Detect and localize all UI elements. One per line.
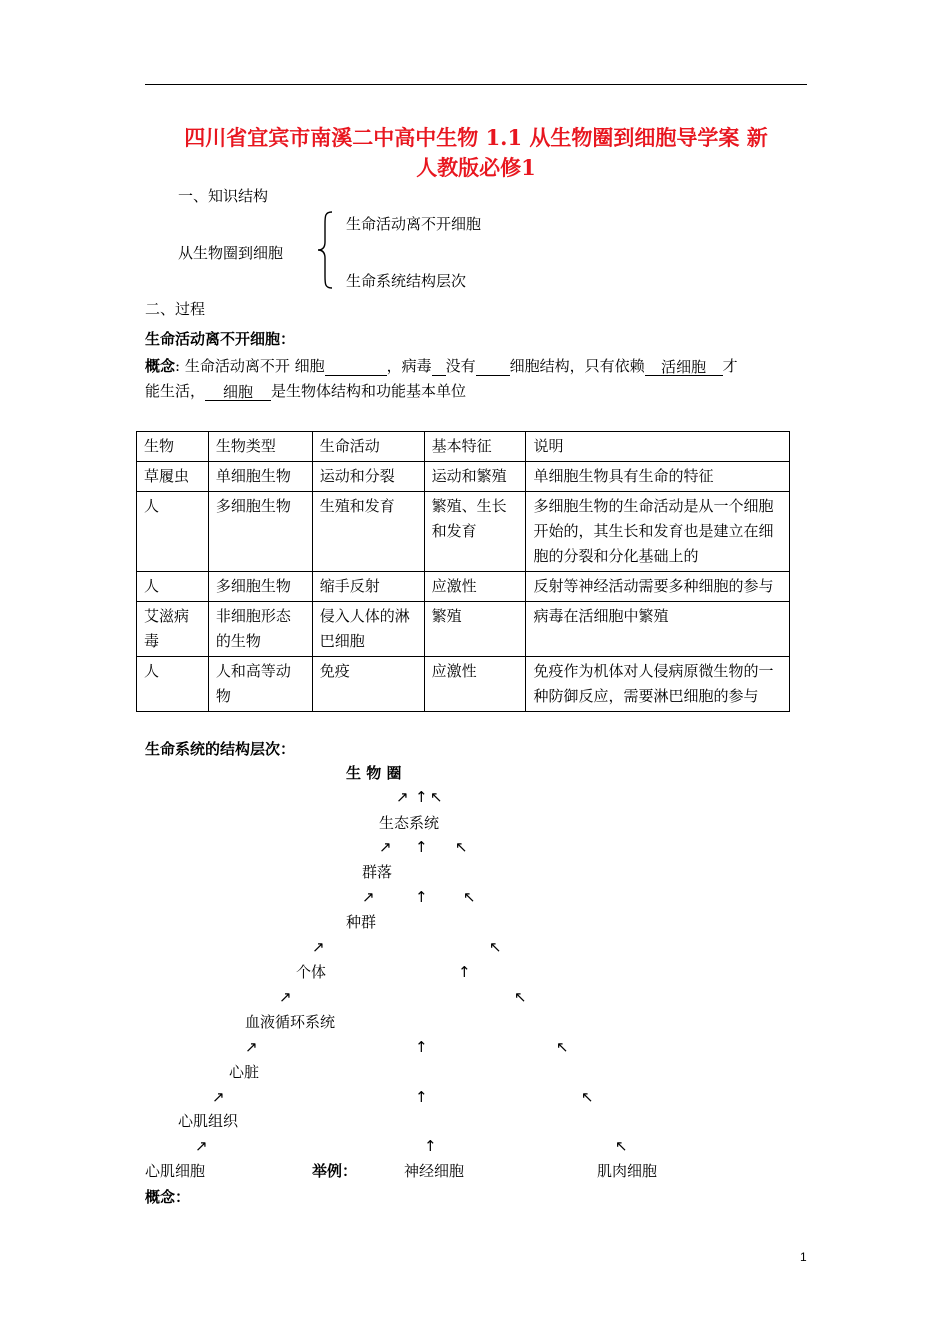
table-row bbox=[137, 492, 790, 572]
arrow-up-left-icon: ↖ bbox=[556, 1038, 569, 1056]
structure-branch-2: 生命系统结构层次 bbox=[346, 272, 467, 290]
arrow-up-right-icon: ↗ bbox=[245, 1038, 258, 1056]
arrow-up-icon: ↑ bbox=[458, 963, 471, 981]
level-community: 群落 bbox=[362, 863, 393, 881]
table-cell: 应激性 bbox=[424, 657, 526, 712]
table-header: 基本特征 bbox=[424, 432, 526, 462]
concept-line-2 bbox=[145, 381, 466, 401]
page-title-line-1: 四川省宜宾市南溪二中高中生物 1.1 从生物圈到细胞导学案 新 bbox=[184, 125, 768, 150]
life-activity-table bbox=[136, 431, 790, 712]
arrow-up-right-icon: ↗ bbox=[312, 938, 325, 956]
page-title-line-2: 人教版必修1 bbox=[416, 155, 536, 180]
arrow-up-left-icon: ↖ bbox=[615, 1137, 628, 1155]
blank-living-cell: 活细胞 bbox=[645, 357, 723, 376]
subheading-life-activity: 生命活动离不开细胞： bbox=[145, 330, 296, 348]
table-cell: 应激性 bbox=[424, 572, 526, 602]
arrow-up-right-icon: ↗ bbox=[279, 988, 292, 1006]
table-cell: 人 bbox=[137, 492, 209, 572]
arrow-up-left-icon: ↖ bbox=[489, 938, 502, 956]
header-rule bbox=[145, 84, 807, 85]
concept-text-1: : 生命活动离不开 细胞 bbox=[175, 357, 325, 375]
arrow-up-left-icon: ↖ bbox=[455, 838, 468, 856]
table-cell: 病毒在活细胞中繁殖 bbox=[526, 602, 790, 657]
table-cell: 生殖和发育 bbox=[312, 492, 424, 572]
concept-text-2: ，病毒 bbox=[386, 357, 432, 375]
example-nerve-cell: 神经细胞 bbox=[404, 1162, 465, 1180]
arrow-up-icon: ↑ bbox=[415, 1088, 428, 1106]
page-number: 1 bbox=[800, 1250, 807, 1264]
table-header-row bbox=[137, 432, 790, 462]
arrow-up-left-icon: ↖ bbox=[463, 888, 476, 906]
blank-3 bbox=[476, 357, 510, 376]
table-cell: 单细胞生物具有生命的特征 bbox=[526, 462, 790, 492]
blank-1 bbox=[325, 357, 387, 376]
arrow-up-icon: ↑ bbox=[415, 788, 428, 806]
table-cell: 草履虫 bbox=[137, 462, 209, 492]
footer-concept-label: 概念： bbox=[145, 1188, 191, 1206]
level-individual: 个体 bbox=[296, 963, 327, 981]
table-cell: 艾滋病毒 bbox=[137, 602, 209, 657]
concept-text-4: 细胞结构，只有依赖 bbox=[509, 357, 645, 375]
level-tissue: 心肌组织 bbox=[178, 1112, 239, 1130]
concept-text-5: 才 bbox=[722, 357, 738, 375]
table-cell: 多细胞生物 bbox=[208, 572, 312, 602]
arrow-up-left-icon: ↖ bbox=[514, 988, 527, 1006]
arrow-up-right-icon: ↗ bbox=[212, 1088, 225, 1106]
table-cell: 缩手反射 bbox=[312, 572, 424, 602]
table-cell: 单细胞生物 bbox=[208, 462, 312, 492]
concept-text-7: 是生物体结构和功能基本单位 bbox=[271, 382, 467, 400]
table-row bbox=[137, 462, 790, 492]
arrow-up-left-icon: ↖ bbox=[581, 1088, 594, 1106]
concept-label: 概念 bbox=[145, 357, 176, 375]
structure-root: 从生物圈到细胞 bbox=[178, 244, 284, 262]
level-cell: 心肌细胞 bbox=[145, 1162, 206, 1180]
level-system: 血液循环系统 bbox=[245, 1013, 336, 1031]
arrow-up-icon: ↑ bbox=[415, 838, 428, 856]
table-cell: 繁殖 bbox=[424, 602, 526, 657]
table-cell: 运动和分裂 bbox=[312, 462, 424, 492]
table-cell: 多细胞生物 bbox=[208, 492, 312, 572]
level-population: 种群 bbox=[346, 913, 377, 931]
table-row bbox=[137, 572, 790, 602]
table-cell: 人和高等动物 bbox=[208, 657, 312, 712]
table-cell: 多细胞生物的生命活动是从一个细胞开始的，其生长和发育也是建立在细胞的分裂和分化基础上的 bbox=[526, 492, 790, 572]
blank-cell: 细胞 bbox=[205, 382, 271, 401]
arrow-up-icon: ↑ bbox=[415, 888, 428, 906]
example-label: 举例： bbox=[312, 1162, 358, 1180]
arrow-up-icon: ↑ bbox=[424, 1137, 437, 1155]
table-cell: 人 bbox=[137, 657, 209, 712]
level-biosphere: 生 物 圈 bbox=[346, 764, 402, 782]
blank-2 bbox=[432, 357, 446, 376]
table-row bbox=[137, 657, 790, 712]
table-cell: 非细胞形态的生物 bbox=[208, 602, 312, 657]
curly-brace-icon bbox=[316, 210, 338, 290]
arrow-up-right-icon: ↗ bbox=[379, 838, 392, 856]
concept-text-6: 能生活， bbox=[145, 382, 206, 400]
hierarchy-heading: 生命系统的结构层次： bbox=[145, 740, 296, 758]
table-cell: 繁殖、生长和发育 bbox=[424, 492, 526, 572]
arrow-up-icon: ↑ bbox=[415, 1038, 428, 1056]
arrow-up-right-icon: ↗ bbox=[195, 1137, 208, 1155]
section-1-heading: 一、知识结构 bbox=[178, 187, 269, 205]
example-muscle-cell: 肌肉细胞 bbox=[597, 1162, 658, 1180]
table-header: 生命活动 bbox=[312, 432, 424, 462]
table-header: 说明 bbox=[526, 432, 790, 462]
table-cell: 侵入人体的淋巴细胞 bbox=[312, 602, 424, 657]
table-header: 生物 bbox=[137, 432, 209, 462]
table-cell: 反射等神经活动需要多种细胞的参与 bbox=[526, 572, 790, 602]
table-header: 生物类型 bbox=[208, 432, 312, 462]
arrow-up-left-icon: ↖ bbox=[430, 788, 443, 806]
concept-text-3: 没有 bbox=[445, 357, 476, 375]
level-organ: 心脏 bbox=[229, 1063, 260, 1081]
concept-line-1 bbox=[145, 356, 738, 376]
section-2-heading: 二、过程 bbox=[145, 300, 206, 318]
arrow-up-right-icon: ↗ bbox=[362, 888, 375, 906]
table-cell: 免疫作为机体对人侵病原微生物的一种防御反应，需要淋巴细胞的参与 bbox=[526, 657, 790, 712]
arrow-up-right-icon: ↗ bbox=[396, 788, 409, 806]
structure-branch-1: 生命活动离不开细胞 bbox=[346, 215, 482, 233]
table-cell: 免疫 bbox=[312, 657, 424, 712]
level-ecosystem: 生态系统 bbox=[379, 814, 440, 832]
table-cell: 人 bbox=[137, 572, 209, 602]
table-cell: 运动和繁殖 bbox=[424, 462, 526, 492]
table-row bbox=[137, 602, 790, 657]
